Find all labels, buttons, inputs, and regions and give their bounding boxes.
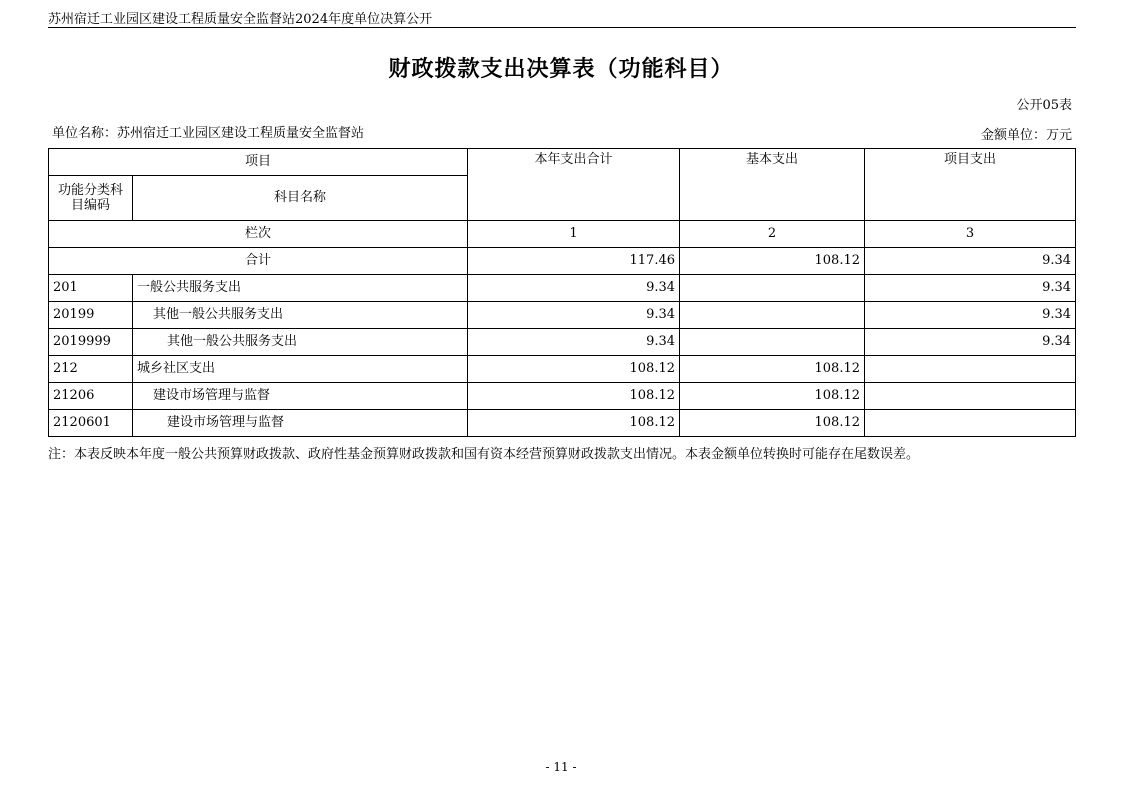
- sum-project: 9.34: [865, 248, 1076, 275]
- row-subject-name: 城乡社区支出: [133, 356, 468, 383]
- table-row: [49, 275, 1076, 302]
- row-total: 9.34: [468, 302, 680, 329]
- row-total: 108.12: [468, 410, 680, 437]
- row-code: 201: [49, 275, 133, 302]
- row-basic: 108.12: [680, 410, 865, 437]
- item-header: 项目: [49, 149, 468, 176]
- page-number: - 11 -: [545, 760, 577, 774]
- row-subject-name: 其他一般公共服务支出: [133, 302, 468, 329]
- row-code: 2120601: [49, 410, 133, 437]
- row-project: [865, 410, 1076, 437]
- column-index-row: [49, 221, 1076, 248]
- code-header: 功能分类科目编码: [49, 176, 133, 221]
- running-header: 苏州宿迁工业园区建设工程质量安全监督站2024年度单位决算公开: [48, 12, 433, 27]
- basic-header: 基本支出: [680, 149, 865, 221]
- expenditure-table: [48, 148, 1076, 437]
- row-project: [865, 356, 1076, 383]
- row-total: 9.34: [468, 275, 680, 302]
- row-total: 108.12: [468, 383, 680, 410]
- row-basic: [680, 329, 865, 356]
- total-header: 本年支出合计: [468, 149, 680, 221]
- row-code: 212: [49, 356, 133, 383]
- project-header: 项目支出: [865, 149, 1076, 221]
- page-title: 财政拨款支出决算表（功能科目）: [388, 56, 734, 82]
- row-subject-name: 建设市场管理与监督: [133, 410, 468, 437]
- unit-name: 单位名称：苏州宿迁工业园区建设工程质量安全监督站: [52, 126, 365, 141]
- sum-basic: 108.12: [680, 248, 865, 275]
- row-basic: [680, 302, 865, 329]
- column-index-basic: 2: [680, 221, 865, 248]
- table-row: [49, 302, 1076, 329]
- table-row: [49, 356, 1076, 383]
- header-row-1: [49, 149, 1076, 176]
- header-rule: [48, 27, 1076, 28]
- row-total: 108.12: [468, 356, 680, 383]
- row-subject-name: 建设市场管理与监督: [133, 383, 468, 410]
- subject-name-header: 科目名称: [133, 176, 468, 221]
- table-row: [49, 329, 1076, 356]
- form-number: 公开05表: [1016, 98, 1072, 113]
- row-total: 9.34: [468, 329, 680, 356]
- row-subject-name: 一般公共服务支出: [133, 275, 468, 302]
- row-project: [865, 383, 1076, 410]
- row-basic: [680, 275, 865, 302]
- row-project: 9.34: [865, 329, 1076, 356]
- table-row: [49, 410, 1076, 437]
- column-index-project: 3: [865, 221, 1076, 248]
- row-project: 9.34: [865, 302, 1076, 329]
- row-code: 2019999: [49, 329, 133, 356]
- row-code: 21206: [49, 383, 133, 410]
- table-row: [49, 383, 1076, 410]
- row-code: 20199: [49, 302, 133, 329]
- sum-label: 合计: [49, 248, 468, 275]
- money-unit: 金额单位：万元: [980, 128, 1072, 143]
- row-subject-name: 其他一般公共服务支出: [133, 329, 468, 356]
- row-basic: 108.12: [680, 356, 865, 383]
- row-project: 9.34: [865, 275, 1076, 302]
- row-basic: 108.12: [680, 383, 865, 410]
- sum-total: 117.46: [468, 248, 680, 275]
- sum-row: [49, 248, 1076, 275]
- column-index-label: 栏次: [49, 221, 468, 248]
- table-note: 注：本表反映本年度一般公共预算财政拨款、政府性基金预算财政拨款和国有资本经营预算财政拨款支出情况。本表金额单位转换时可能存在尾数误差。: [48, 447, 920, 462]
- column-index-total: 1: [468, 221, 680, 248]
